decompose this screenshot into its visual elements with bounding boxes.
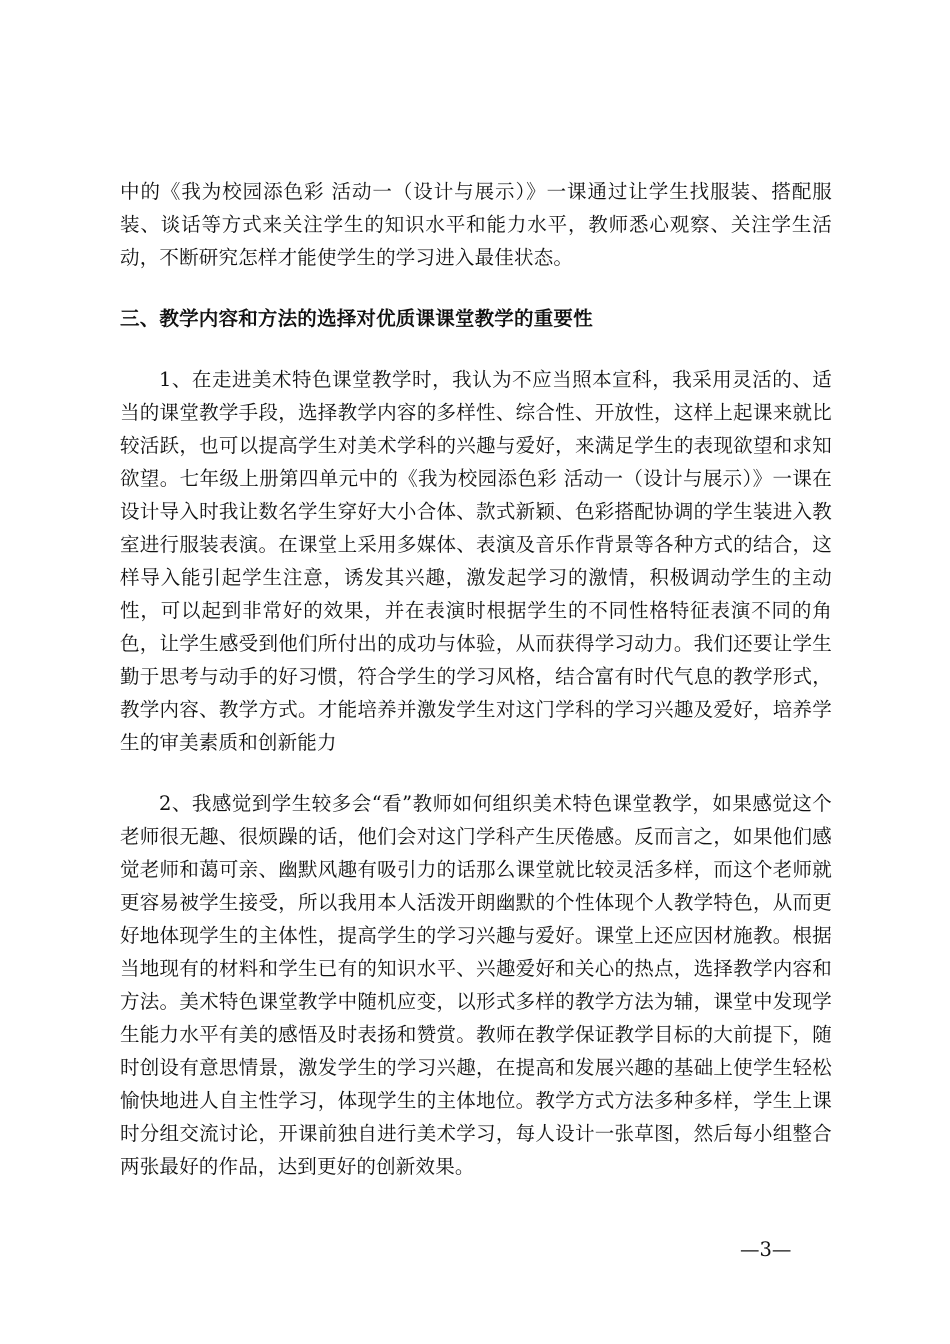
page-number: —3— [740,1238,792,1261]
paragraph-point-1: 1、在走进美术特色课堂教学时，我认为不应当照本宣科，我采用灵活的、适当的课堂教学手段，选择教学内容的多样性、综合性、开放性，这样上起课来就比较活跃，也可以提高学生对美术学科的兴趣与爱好，来满足学生的表现欲望和求知欲望。七年级上册第四单元中的《我为校园添色彩 活动一（设计与展示）》一课在设计导入时我让数名学生穿好大小合体、款式新颖、色彩搭配协调的学生装进入教室进行服装表演。在课堂上采用多媒体、表演及音乐作背景等各种方式的结合，这样导入能引起学生注意，诱发其兴趣，激发起学习的激情，积极调动学生的主动性，可以起到非常好的效果，并在表演时根据学生的不同性格特征表演不同的角色，让学生感受到他们所付出的成功与体验，从而获得学习动力。我们还要让学生勤于思考与动手的好习惯，符合学生的学习风格，结合富有时代气息的教学形式，教学内容、教学方式。才能培养并激发学生对这门学科的学习兴趣及爱好，培养学生的审美素质和创新能力 [120,368,832,754]
paragraph-point-2: 2、我感觉到学生较多会“看”教师如何组织美术特色课堂教学，如果感觉这个老师很无趣、很烦躁的话，他们会对这门学科产生厌倦感。反而言之，如果他们感觉老师和蔼可亲、幽默风趣有吸引力的话那么课堂就比较灵活多样，而这个老师就更容易被学生接受，所以我用本人活泼开朗幽默的个性体现个人教学特色，从而更好地体现学生的主体性，提高学生的学习兴趣与爱好。课堂上还应因材施教。根据当地现有的材料和学生已有的知识水平、兴趣爱好和关心的热点，选择教学内容和方法。美术特色课堂教学中随机应变，以形式多样的教学方法为辅，课堂中发现学生能力水平有美的感悟及时表扬和赞赏。教师在教学保证教学目标的大前提下，随时创设有意思情景，激发学生的学习兴趣，在提高和发展兴趣的基础上使学生轻松愉快地进人自主性学习，体现学生的主体地位。教学方式方法多种多样，学生上课时分组交流讨论，开课前独自进行美术学习，每人设计一张草图，然后每小组整合两张最好的作品，达到更好的创新效果。 [120,792,832,1178]
document-body [120,175,832,1183]
paragraph-continuation: 中的《我为校园添色彩 活动一（设计与展示）》一课通过让学生找服装、搭配服装、谈话等方式来关注学生的知识水平和能力水平，教师悉心观察、关注学生活动，不断研究怎样才能使学生的学习进入最佳状态。 [120,180,832,269]
section-heading: 三、教学内容和方法的选择对优质课课堂教学的重要性 [120,307,593,330]
